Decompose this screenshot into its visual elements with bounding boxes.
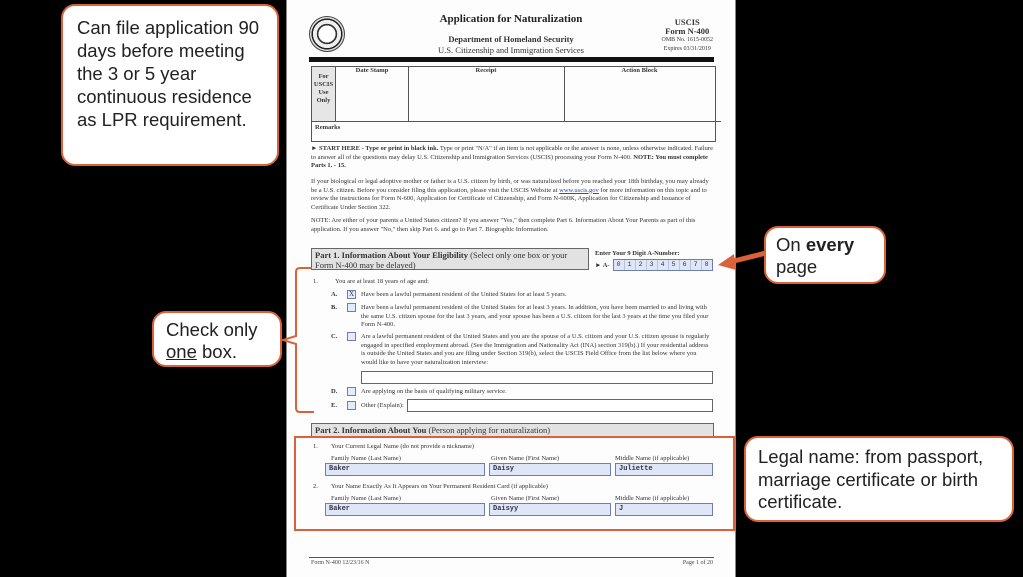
family-name-label-2: Family Name (Last Name)	[331, 495, 401, 502]
date-stamp-column: Date Stamp	[336, 67, 409, 121]
item1-text: You are at least 18 years of age and:	[335, 278, 429, 285]
callout-every-text-end: page	[776, 256, 818, 277]
option-e-text: Other (Explain):	[361, 402, 404, 409]
start-here-text: Type or print "N/A" if an item is not applicable or the answer is none, unless otherwise indicated. Failure to answer all of the questions may delay U.S. Citizenship and Immigration Services (USCIS) processing your Form N-400.	[311, 145, 713, 161]
card-given-name-input[interactable]: Daisyy	[489, 503, 611, 516]
uscis-link[interactable]: www.uscis.gov	[559, 186, 599, 194]
option-d-text: Are applying on the basis of qualifying military service.	[361, 388, 507, 395]
q2-number: 2.	[313, 483, 318, 490]
callout-every-page	[764, 226, 886, 284]
anumber-prefix: ► A-	[595, 261, 610, 269]
omb-number: OMB No. 1615-0052	[661, 37, 713, 43]
start-here: ► START HERE - Type or print in black ink.	[311, 145, 439, 152]
anumber-digit: 4	[658, 260, 669, 270]
remarks-label: Remarks	[312, 121, 721, 133]
para2-text-cont: for more information on this topic and to review the instructions for Form N-600, Application for Certificate of Citizenship, and Form N-600K, Application for Citizenship and Issuance of Certificate Under Section 322.	[311, 186, 707, 211]
callout-every-text: On	[776, 234, 801, 255]
card-family-name-input[interactable]: Baker	[325, 503, 485, 516]
anumber-digit: 6	[680, 260, 691, 270]
option-b-letter: B.	[331, 304, 337, 311]
expiry-date: Expires 03/31/2019	[663, 46, 711, 52]
anumber-digit: 3	[647, 260, 658, 270]
option-b-text: Have been a lawful permanent resident of the United States for at least 3 years. In addition, you have been married to and living with the same U.S. citizen spouse for the last 3 years, and your spouse has been a U.S. citizen for the last 3 years at the time you filed your Form N-400.	[361, 304, 709, 328]
part1-subtitle: (Select only one box or your Form N-400 may be delayed)	[315, 250, 568, 270]
callout-check-one	[152, 311, 282, 367]
current-family-name-input[interactable]: Baker	[325, 463, 485, 476]
given-name-label: Given Name (First Name)	[491, 455, 560, 462]
anumber-digit: 2	[636, 260, 647, 270]
footer-form-id: Form N-400 12/23/16 N	[311, 560, 370, 566]
option-a-letter: A.	[331, 291, 338, 298]
anumber-digit: 8	[704, 261, 709, 268]
callout-check-text-end: box.	[202, 341, 237, 362]
option-a-checkbox[interactable]: X	[348, 290, 355, 298]
agency-name: U.S. Citizenship and Immigration Services	[438, 45, 584, 55]
callout-legal-name: Legal name: from passport, marriage certificate or birth certificate.	[744, 436, 1014, 522]
middle-name-label: Middle Name (if applicable)	[615, 455, 690, 462]
department-name: Department of Homeland Security	[448, 34, 574, 44]
anumber-label: Enter Your 9 Digit A-Number:	[595, 250, 680, 257]
callout-check-emphasis: one	[166, 341, 197, 362]
arrow-left-icon	[718, 254, 736, 270]
given-name-label-2: Given Name (First Name)	[491, 495, 560, 502]
q1-text: Your Current Legal Name (do not provide a nickname)	[331, 443, 475, 450]
anumber-digit: 1	[625, 260, 636, 270]
option-c-letter: C.	[331, 333, 338, 340]
anumber-digit: 5	[669, 260, 680, 270]
para2-text: If your biological or legal adoptive mother or father is a U.S. citizen by birth, or was naturalized before you reached your 18th birthday, you may already be a U.S. citizen. Before you consider filing this application, please visit the USCIS Website at	[311, 178, 709, 194]
receipt-column: Receipt	[408, 67, 565, 121]
agency-short: USCIS	[674, 17, 700, 27]
card-middle-name-input[interactable]: J	[615, 503, 713, 516]
callout-check-text: Check only	[166, 319, 258, 340]
callout-filing: Can file application 90 days before meeting the 3 or 5 year continuous residence as LPR requirement.	[61, 4, 279, 166]
part1-title: Part 1. Information About Your Eligibility	[315, 250, 469, 260]
office-use-label: For USCIS Use Only	[312, 67, 336, 121]
callout-every-emphasis: every	[805, 234, 855, 255]
footer-page-number: Page 1 of 20	[682, 560, 713, 566]
bracket-icon	[283, 268, 314, 412]
part2-subtitle: (Person applying for naturalization)	[428, 425, 551, 435]
option-e-letter: E.	[331, 402, 337, 409]
q1-number: 1.	[313, 443, 318, 450]
form-number: Form N-400	[665, 26, 710, 36]
arrow-shaft	[730, 253, 766, 262]
option-a-text: Have been a lawful permanent resident of the United States for at least 5 years.	[361, 291, 567, 298]
part2-title: Part 2. Information About You	[315, 425, 427, 435]
current-given-name-input[interactable]: Daisy	[489, 463, 611, 476]
action-block-column: Action Block	[621, 67, 658, 74]
parents-note: NOTE: Are either of your parents a United States citizen? If you answer "Yes," then complete Part 6. Information About Your Parents as part of this application. If you answer "No," then skip Part 6. and go to Part 7. Biographic Information.	[311, 217, 696, 233]
item1-number: 1.	[313, 278, 318, 285]
q2-text: Your Name Exactly As It Appears on Your Permanent Resident Card (if applicable)	[331, 483, 548, 490]
legal-name-highlight	[294, 436, 735, 531]
form-title: Application for Naturalization	[439, 13, 583, 25]
option-c-text: Are a lawful permanent resident of the United States and you are the spouse of a U.S. citizen and your U.S. citizen spouse is regularly engaged in specified employment abroad. (See the Immigration and Nationality Act (INA) section 319(b).) If your residential address is outside the United States and you are filing under Section 319(b), select the USCIS Field Office from the list below where you would like to have your naturalization interview:	[361, 333, 710, 366]
family-name-label: Family Name (Last Name)	[331, 455, 401, 462]
anumber-digit: 0	[614, 260, 625, 270]
anumber-digit: 7	[691, 260, 702, 270]
option-d-letter: D.	[331, 388, 338, 395]
note-complete: NOTE: You must complete Parts 1. - 15.	[311, 153, 708, 169]
middle-name-label-2: Middle Name (if applicable)	[615, 495, 690, 502]
current-middle-name-input[interactable]: Juliette	[615, 463, 713, 476]
